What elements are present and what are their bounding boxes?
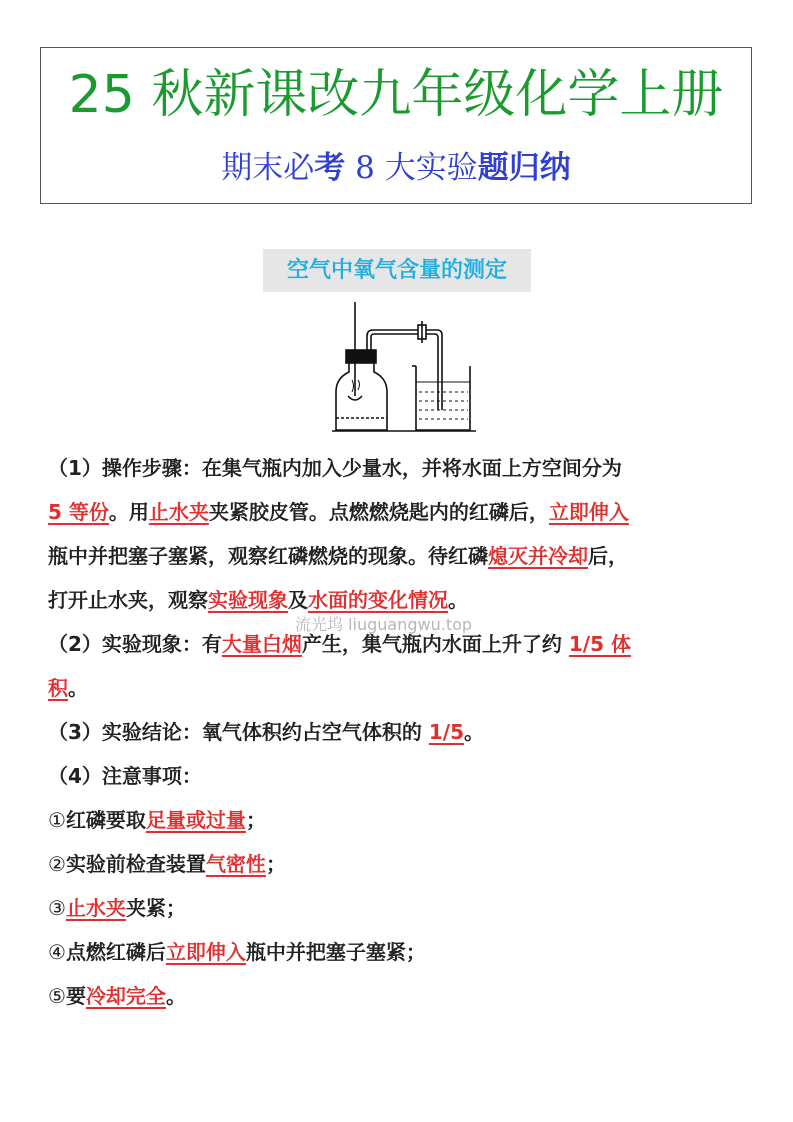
text-segment: 。用 — [108, 500, 149, 524]
subtitle-part-1: 期末必 — [221, 150, 315, 186]
text-segment: （3）实验结论：氧气体积约占空气体积的 — [48, 720, 429, 744]
answer-blank: 立即伸入 — [165, 940, 246, 964]
answer-blank: 气密性 — [205, 852, 266, 876]
answer-blank: 足量或过量 — [145, 808, 246, 832]
apparatus-diagram — [320, 300, 480, 440]
section-title: 空气中氧气含量的测定 — [263, 249, 531, 292]
page-subtitle — [41, 145, 751, 191]
answer-blank: 大量白烟 — [221, 632, 302, 656]
text-segment: 。 — [165, 984, 186, 1008]
answer-blank: 止水夹 — [148, 500, 209, 524]
text-segment: 要 — [65, 984, 86, 1008]
subtitle-part-4: 题归纳 — [477, 150, 571, 186]
item-number: ① — [48, 808, 66, 832]
text-segment: ； — [265, 852, 286, 876]
answer-blank: 立即伸入 — [548, 500, 629, 524]
content-line — [48, 930, 748, 974]
text-segment: 实验前检查装置 — [65, 852, 206, 876]
subtitle-part-3: 8 大实验 — [345, 150, 478, 186]
page-title: 25 秋新课改九年级化学上册 — [68, 65, 724, 125]
answer-blank: 止水夹 — [65, 896, 126, 920]
answer-blank: 实验现象 — [208, 588, 288, 612]
item-number: ④ — [48, 940, 66, 964]
content-line — [48, 842, 748, 886]
subtitle-part-2: 考 — [314, 150, 346, 186]
text-segment: 夹紧胶皮管。点燃燃烧匙内的红磷后， — [208, 500, 549, 524]
content-line — [48, 974, 748, 1018]
text-segment: 。 — [68, 676, 88, 700]
text-segment: 。 — [464, 720, 485, 744]
header-box — [40, 47, 752, 204]
content-line — [48, 710, 748, 754]
answer-blank: 1/5 体 — [568, 632, 631, 656]
answer-blank: 5 等份 — [48, 500, 109, 524]
text-segment: 打开止水夹，观察 — [48, 588, 208, 612]
answer-blank: 水面的变化情况 — [308, 588, 448, 612]
text-segment: 。 — [448, 588, 468, 612]
watermark: 流光坞 liuguangwu.top — [295, 615, 473, 634]
content-line — [48, 446, 748, 490]
answer-blank: 熄灭并冷却 — [488, 544, 588, 568]
text-segment: 产生，集气瓶内水面上升了约 — [301, 632, 569, 656]
item-number: ② — [48, 852, 66, 876]
item-number: ⑤ — [48, 984, 66, 1008]
item-number: ③ — [48, 896, 66, 920]
text-segment: 瓶中并把塞子塞紧，观察红磷燃烧的现象。待红磷 — [48, 544, 488, 568]
text-segment: （1）操作步骤：在集气瓶内加入少量水，并将水面上方空间分为 — [48, 456, 622, 480]
answer-blank: 冷却完全 — [85, 984, 166, 1008]
text-segment: 瓶中并把塞子塞紧； — [245, 940, 426, 964]
content-line — [48, 666, 748, 710]
content-line — [48, 534, 748, 578]
text-segment: 红磷要取 — [65, 808, 146, 832]
answer-blank: 积 — [48, 676, 68, 700]
content-line — [48, 798, 748, 842]
text-segment: 及 — [288, 588, 308, 612]
text-segment: 点燃红磷后 — [65, 940, 166, 964]
text-segment: 后， — [588, 544, 628, 568]
text-segment: （4）注意事项： — [48, 764, 202, 788]
content-line — [48, 754, 748, 798]
text-segment: 夹紧； — [125, 896, 186, 920]
text-segment: ； — [245, 808, 266, 832]
answer-blank: 1/5 — [428, 720, 465, 744]
text-segment: （2）实验现象：有 — [48, 632, 222, 656]
experiment-content — [48, 446, 748, 1018]
content-line — [48, 490, 748, 534]
content-line — [48, 886, 748, 930]
